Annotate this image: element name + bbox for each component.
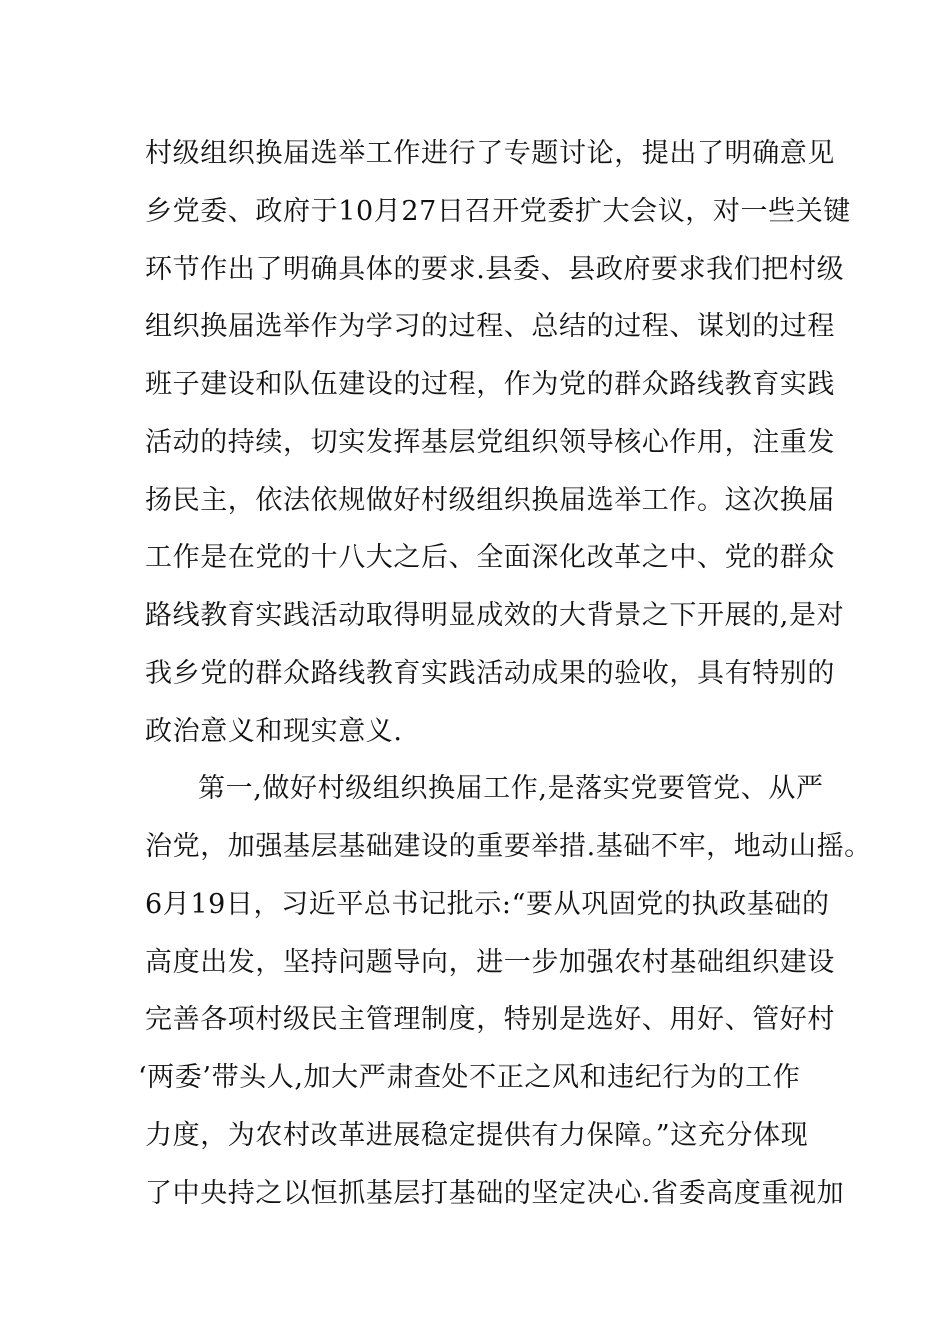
- text-line: 扬民主，依法依规做好村级组织换届选举工作。这次换届: [145, 485, 835, 516]
- text-line: ‘两委’带头人,加大严肃查处不正之风和违纪行为的工作: [138, 1062, 801, 1093]
- text-line: 村级组织换届选举工作进行了专题讨论，提出了明确意见: [145, 138, 835, 169]
- text-line: 完善各项村级民主管理制度，特别是选好、用好、管好村: [145, 1004, 835, 1035]
- text-line: 高度出发，坚持问题导向，进一步加强农村基础组织建设: [145, 947, 835, 978]
- text-line: 路线教育实践活动取得明显成效的大背景之下开展的,是对: [145, 600, 845, 631]
- text-line: 力度，为农村改革进展稳定提供有力保障。”这充分体现: [145, 1120, 809, 1151]
- text-line: 乡党委、政府于10月27日召开党委扩大会议，对一些关键: [145, 196, 851, 227]
- text-line: 政治意义和现实意义.: [145, 716, 403, 747]
- text-line: 环节作出了明确具体的要求.县委、县政府要求我们把村级: [145, 254, 845, 285]
- text-line: 班子建设和队伍建设的过程，作为党的群众路线教育实践: [145, 369, 835, 400]
- text-line: 6月19日，习近平总书记批示:“要从巩固党的执政基础的: [145, 889, 830, 920]
- paragraph-first-line: 第一,做好村级组织换届工作,是落实党要管党、从严: [198, 773, 824, 804]
- text-line: 我乡党的群众路线教育实践活动成果的验收，具有特别的: [145, 658, 835, 689]
- text-line: 治党，加强基层基础建设的重要举措.基础不牢，地动山摇。: [145, 831, 872, 862]
- text-line: 了中央持之以恒抓基层打基础的坚定决心.省委高度重视加: [145, 1178, 845, 1209]
- text-line: 组织换届选举作为学习的过程、总结的过程、谋划的过程: [145, 311, 835, 342]
- text-line: 工作是在党的十八大之后、全面深化改革之中、党的群众: [145, 542, 835, 573]
- text-line: 活动的持续，切实发挥基层党组织领导核心作用，注重发: [145, 427, 835, 458]
